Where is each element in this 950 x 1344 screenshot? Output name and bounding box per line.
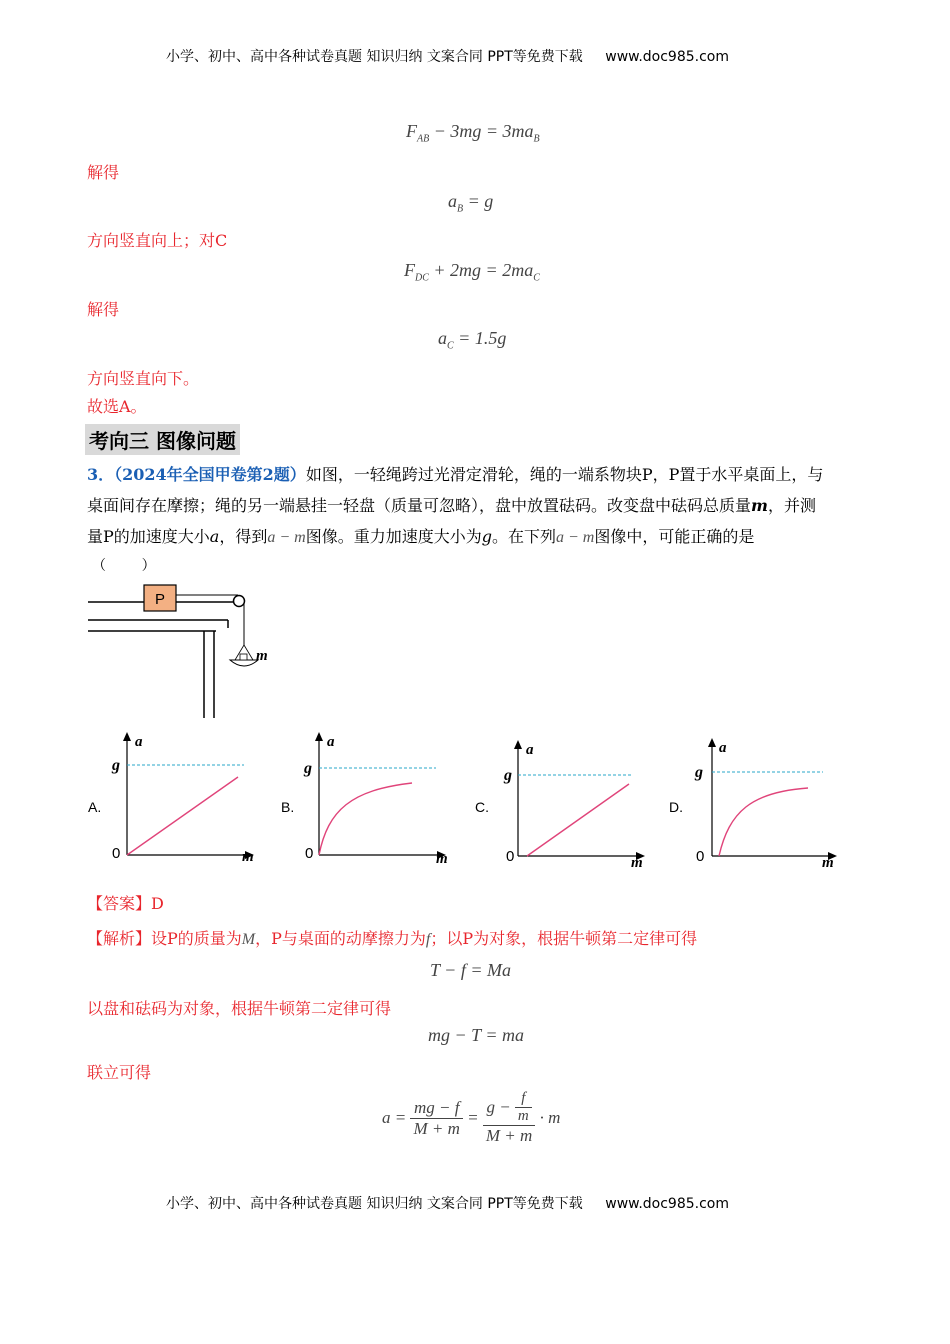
- svg-text:a: a: [719, 740, 727, 756]
- graph-d[interactable]: [689, 736, 849, 876]
- answer-text: 【答案】D: [87, 894, 164, 913]
- page-footer: [166, 1193, 729, 1213]
- svg-text:m: m: [631, 855, 643, 871]
- svg-text:m: m: [242, 849, 254, 865]
- y-arrow-icon: [708, 738, 716, 747]
- analysis-line-1: 【解析】设P的质量为M，P与桌面的动摩擦力为f；以P为对象，根据牛顿第二定律可得: [87, 929, 698, 948]
- block-p-label: P: [154, 591, 166, 608]
- header-text: 小学、初中、高中各种试卷真题 知识归纳 文案合同 PPT等免费下载: [166, 49, 583, 65]
- y-arrow-icon: [123, 732, 131, 741]
- svg-text:g: g: [695, 764, 703, 781]
- fraction-2: g − $\frac{f}{m}$ M + m: [483, 1090, 535, 1146]
- curve-c: [527, 784, 629, 856]
- svg-text:a: a: [135, 734, 143, 750]
- question-line-1: 3．（2024年全国甲卷第2题）如图，一轻绳跨过光滑定滑轮，绳的一端系物块P，P置于水平桌面上，与: [87, 465, 824, 484]
- solve-label-1: 解得: [87, 163, 120, 182]
- svg-text:m: m: [436, 851, 448, 867]
- direction-text-1: 方向竖直向上；对C: [87, 231, 228, 250]
- curve-a: [127, 777, 238, 855]
- y-arrow-icon: [514, 740, 522, 749]
- svg-text:0: 0: [112, 845, 121, 862]
- svg-text:0: 0: [305, 845, 314, 862]
- svg-text:g: g: [112, 757, 120, 774]
- option-a-label[interactable]: A.: [88, 799, 102, 815]
- equation-c-result: $a_C = 1.5g$: [438, 328, 507, 352]
- section-title: 考向三 图像问题: [85, 424, 240, 455]
- y-arrow-icon: [315, 732, 323, 741]
- curve-d: [719, 788, 808, 856]
- mass-label: m: [256, 648, 268, 664]
- option-b-label[interactable]: B.: [281, 799, 295, 815]
- svg-text:a: a: [526, 742, 534, 758]
- solve-label-2: 解得: [87, 300, 120, 319]
- pulley-icon: [234, 596, 245, 607]
- weight-icon: [240, 654, 247, 660]
- graph-c[interactable]: [495, 738, 655, 878]
- equation-ab: $F_{AB} - 3mg = 3ma_B$: [406, 121, 540, 145]
- question-line-3: 量P的加速度大小a，得到a − m图像。重力加速度大小为g。在下列a − m图像中，可能正确的是: [87, 527, 755, 546]
- pan-icon: [230, 660, 258, 666]
- svg-text:0: 0: [696, 848, 705, 865]
- graph-b[interactable]: [296, 730, 456, 870]
- svg-text:0: 0: [506, 848, 515, 865]
- analysis-line-3: 联立可得: [87, 1063, 152, 1082]
- graph-a[interactable]: [104, 730, 264, 870]
- equation-pan: mg − T = ma: [428, 1025, 524, 1045]
- footer-text: 小学、初中、高中各种试卷真题 知识归纳 文案合同 PPT等免费下载: [166, 1196, 583, 1212]
- page-header: [166, 46, 729, 66]
- svg-text:a: a: [327, 734, 335, 750]
- option-c-label[interactable]: C.: [475, 799, 489, 815]
- equation-dc: $F_{DC} + 2mg = 2ma_C$: [404, 260, 540, 284]
- option-d-label[interactable]: D.: [669, 799, 683, 815]
- footer-site[interactable]: www.doc985.com: [605, 1196, 729, 1212]
- fraction-1: $\frac{mg - f}{M + m}$: [410, 1098, 462, 1139]
- analysis-line-2: 以盘和砝码为对象，根据牛顿第二定律可得: [87, 999, 392, 1018]
- answer-paren: （ ）: [92, 558, 156, 574]
- question-line-2: 桌面间存在摩擦；绳的另一端悬挂一轻盘（质量可忽略），盘中放置砝码。改变盘中砝码总质量m，并测: [87, 496, 816, 515]
- pulley-figure: [88, 580, 278, 720]
- header-site[interactable]: www.doc985.com: [605, 49, 729, 65]
- svg-text:g: g: [504, 767, 512, 784]
- question-text: [87, 459, 823, 553]
- curve-b: [319, 783, 412, 855]
- svg-text:m: m: [822, 855, 834, 871]
- equation-p: T − f = Ma: [430, 960, 511, 980]
- final-equation: a = $\frac{mg - f}{M + m}$ = g − $\frac{f}{m}$ M + m · m: [382, 1090, 561, 1145]
- equation-ab-result: $a_B = g$: [448, 191, 494, 215]
- svg-text:g: g: [304, 760, 312, 777]
- direction-text-2: 方向竖直向下。: [87, 369, 200, 388]
- choice-text: 故选A。: [87, 397, 147, 416]
